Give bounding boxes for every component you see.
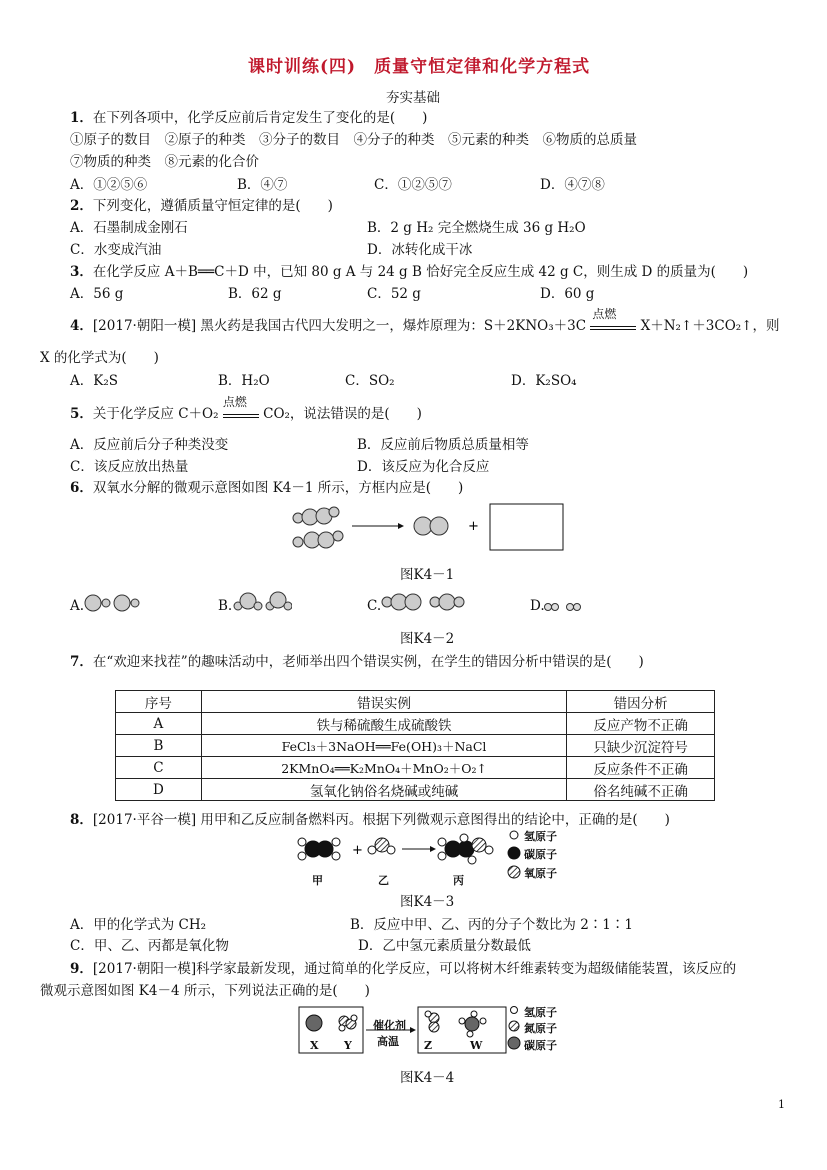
q2-option-a: A．石墨制成金刚石 [70, 220, 188, 236]
label-w: W [470, 1039, 483, 1052]
figure-k4-1-caption: 图K4－1 [400, 567, 455, 583]
q2-stem: 2．下列变化，遵循质量守恒定律的是( ) [70, 198, 333, 214]
q5-option-b: B．反应前后物质总质量相等 [357, 437, 529, 453]
svg-text:+: + [352, 843, 363, 858]
q7-stem: 7．在“欢迎来找茬”的趣味活动中，老师举出四个错误实例，在学生的错因分析中错误的是( ) [70, 654, 644, 670]
table-row [116, 713, 715, 735]
table-cell: 氢氧化钠俗名烧碱或纯碱 [201, 779, 566, 801]
q1-stem: 1．在下列各项中，化学反应前后肯定发生了变化的是( ) [70, 110, 428, 126]
reaction-arrow: 点燃 [223, 408, 259, 418]
table-cell: 2KMnO₄══K₂MnO₄＋MnO₂＋O₂↑ [201, 757, 566, 779]
q3-option-a: A．56 g [70, 286, 124, 302]
q4-option-a: A．K₂S [70, 373, 118, 389]
legend-c: 碳原子 [524, 1039, 557, 1052]
q4-stem-cont: X 的化学式为( ) [40, 350, 159, 366]
svg-text:+: + [468, 519, 479, 534]
error-table [115, 690, 715, 801]
page-number: 1 [778, 1098, 785, 1111]
label-x: X [310, 1039, 319, 1052]
q1-option-a: A．①②⑤⑥ [70, 177, 148, 193]
legend-carbon: 碳原子 [524, 848, 557, 861]
legend-hydrogen: 氢原子 [524, 830, 557, 843]
figure-k4-1 [290, 500, 570, 555]
label-z: Z [424, 1039, 433, 1052]
label-yi: 乙 [378, 874, 389, 887]
table-cell: C [116, 757, 202, 779]
q2-option-d: D．冰转化成干冰 [367, 242, 473, 258]
q8-option-a: A．甲的化学式为 CH₂ [70, 917, 207, 933]
figure-k4-4-legend [506, 1004, 524, 1052]
q8-stem: 8．[2017·平谷一模] 用甲和乙反应制备燃料丙。根据下列微观示意图得出的结论中，正确的是( ) [70, 812, 670, 828]
q4-stem: 4．[2017·朝阳一模] 黑火药是我国古代四大发明之一，爆炸原理为：S＋2KNO₃＋3C 点燃 X＋N₂↑＋3CO₂↑，则 [70, 307, 780, 334]
header-seq: 序号 [116, 691, 202, 713]
q5-option-a: A．反应前后分子种类没变 [70, 437, 229, 453]
q3-stem: 3．在化学反应 A＋B══C＋D 中，已知 80 g A 与 24 g B 恰好完全反应生成 42 g C，则生成 D 的质量为( ) [70, 264, 749, 280]
table-row [116, 779, 715, 801]
q1-option-d: D．④⑦⑧ [540, 177, 605, 193]
page-title: 课时训练(四) 质量守恒定律和化学方程式 [248, 57, 591, 77]
q4-option-d: D．K₂SO₄ [511, 373, 577, 389]
table-cell: FeCl₃＋3NaOH══Fe(OH)₃＋NaCl [201, 735, 566, 757]
table-cell: B [116, 735, 202, 757]
q5-stem: 5．关于化学反应 C＋O₂ 点燃 CO₂，说法错误的是( ) [70, 395, 422, 422]
q4-option-c: C．SO₂ [345, 373, 395, 389]
q8-option-d: D．乙中氢元素质量分数最低 [358, 938, 531, 954]
label-y: Y [344, 1039, 352, 1052]
condition-high-temp: 高温 [377, 1035, 399, 1048]
reaction-arrow: 点燃 [590, 320, 636, 330]
q5-option-c: C．该反应放出热量 [70, 459, 189, 475]
figure-k4-3-caption: 图K4－3 [400, 894, 455, 910]
table-cell: A [116, 713, 202, 735]
option-d-molecules [544, 600, 584, 614]
q2-option-b: B．2 g H₂ 完全燃烧生成 36 g H₂O [367, 220, 586, 236]
q3-option-c: C．52 g [367, 286, 421, 302]
label-jia: 甲 [312, 874, 323, 887]
q6-option-b: B. [218, 598, 233, 614]
q2-option-c: C．水变成汽油 [70, 242, 162, 258]
q9-stem-cont: 微观示意图如图 K4－4 所示，下列说法正确的是( ) [40, 983, 370, 999]
section-heading: 夯实基础 [386, 90, 440, 106]
table-cell: 反应条件不正确 [567, 757, 715, 779]
table-header-row [116, 691, 715, 713]
option-c-molecules [381, 590, 465, 614]
q6-option-a: A. [70, 598, 85, 614]
q4-option-b: B．H₂O [218, 373, 270, 389]
q8-option-b: B．反应中甲、乙、丙的分子个数比为 2∶1∶1 [350, 917, 633, 933]
table-row [116, 757, 715, 779]
q3-option-d: D．60 g [540, 286, 595, 302]
figure-k4-2-caption: 图K4－2 [400, 631, 455, 647]
option-b-molecules [232, 588, 292, 614]
table-cell: 反应产物不正确 [567, 713, 715, 735]
q6-stem: 6．双氧水分解的微观示意图如图 K4－1 所示，方框内应是( ) [70, 480, 464, 496]
table-row [116, 735, 715, 757]
legend-oxygen: 氧原子 [524, 867, 557, 880]
table-cell: 俗名纯碱不正确 [567, 779, 715, 801]
condition-catalyst: 催化剂 [373, 1019, 406, 1032]
q9-stem: 9．[2017·朝阳一模]科学家最新发现，通过简单的化学反应，可以将树木纤维素转变为超级储能装置，该反应的 [70, 961, 737, 977]
label-bing: 丙 [453, 874, 464, 887]
figure-k4-4-caption: 图K4－4 [400, 1070, 455, 1086]
q5-option-d: D．该反应为化合反应 [357, 459, 490, 475]
q1-option-c: C．①②⑤⑦ [374, 177, 452, 193]
q8-option-c: C．甲、乙、丙都是氧化物 [70, 938, 229, 954]
header-analysis: 错因分析 [567, 691, 715, 713]
option-a-molecules [84, 592, 144, 614]
q1-items-1: ①原子的数目 ②原子的种类 ③分子的数目 ④分子的种类 ⑤元素的种类 ⑥物质的总质量 [70, 132, 637, 148]
q6-option-d: D. [530, 598, 545, 614]
q6-option-c: C. [367, 598, 382, 614]
legend-n: 氮原子 [524, 1022, 557, 1035]
header-example: 错误实例 [201, 691, 566, 713]
legend-h: 氢原子 [524, 1006, 557, 1019]
q3-option-b: B．62 g [228, 286, 282, 302]
table-cell: 铁与稀硫酸生成硫酸铁 [201, 713, 566, 735]
q1-items-2: ⑦物质的种类 ⑧元素的化合价 [70, 154, 259, 170]
q1-option-b: B．④⑦ [237, 177, 288, 193]
table-cell: D [116, 779, 202, 801]
table-cell: 只缺少沉淀符号 [567, 735, 715, 757]
